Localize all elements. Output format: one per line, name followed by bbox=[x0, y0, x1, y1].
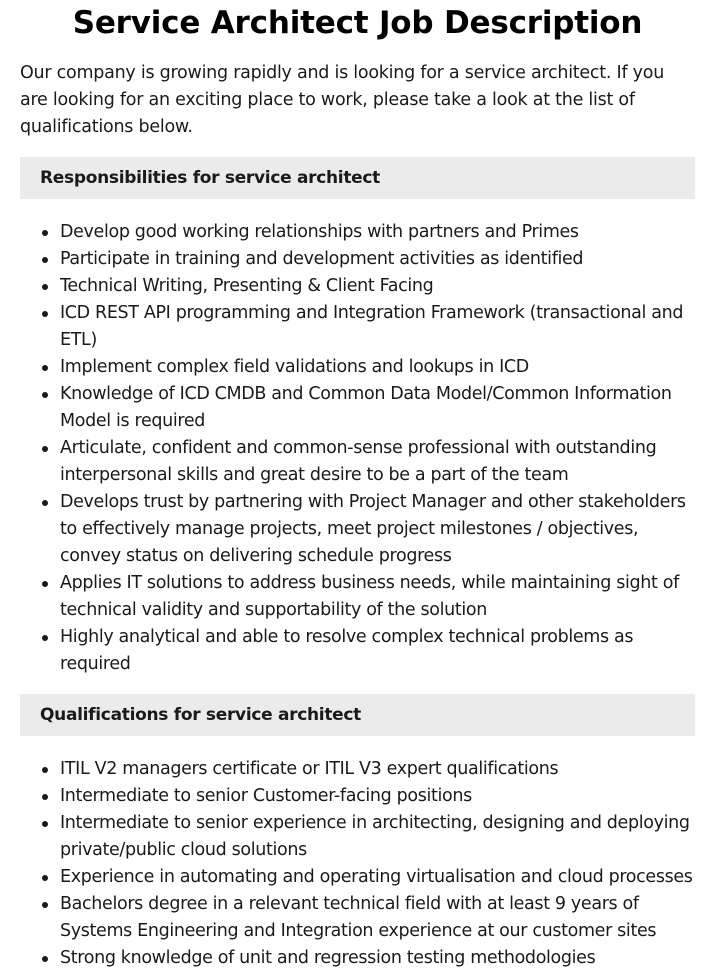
list-item: Intermediate to senior Customer-facing positions bbox=[60, 783, 695, 810]
responsibilities-header bbox=[20, 157, 695, 199]
list-item: ICD REST API programming and Integration Framework (transactional and ETL) bbox=[60, 300, 695, 354]
responsibilities-heading: Responsibilities for service architect bbox=[40, 168, 380, 188]
page-title: Service Architect Job Description bbox=[72, 5, 643, 41]
qualifications-list bbox=[20, 756, 695, 972]
qualifications-header bbox=[20, 694, 695, 736]
qualifications-heading: Qualifications for service architect bbox=[40, 705, 361, 725]
list-item: Bachelors degree in a relevant technical field with at least 9 years of Systems Engineering and Integration experience at our customer sites bbox=[60, 891, 695, 945]
list-item: Technical Writing, Presenting & Client Facing bbox=[60, 273, 695, 300]
list-item: Participate in training and development activities as identified bbox=[60, 246, 695, 273]
list-item: Highly analytical and able to resolve complex technical problems as required bbox=[60, 624, 695, 678]
list-item: Implement complex field validations and lookups in ICD bbox=[60, 354, 695, 381]
list-item: Strong knowledge of unit and regression testing methodologies bbox=[60, 945, 695, 972]
list-item: Develops trust by partnering with Project Manager and other stakeholders to effectively manage projects, meet project milestones / objectives, convey status on delivering schedule progress bbox=[60, 489, 695, 570]
list-item: Intermediate to senior experience in architecting, designing and deploying private/public cloud solutions bbox=[60, 810, 695, 864]
list-item: Experience in automating and operating virtualisation and cloud processes bbox=[60, 864, 695, 891]
responsibilities-list bbox=[20, 219, 695, 678]
list-item: Articulate, confident and common-sense professional with outstanding interpersonal skills and great desire to be a part of the team bbox=[60, 435, 695, 489]
list-item: Develop good working relationships with partners and Primes bbox=[60, 219, 695, 246]
intro-paragraph: Our company is growing rapidly and is looking for a service architect. If you are looking for an exciting place to work, please take a look at the list of qualifications below. bbox=[20, 63, 665, 137]
list-item: Knowledge of ICD CMDB and Common Data Model/Common Information Model is required bbox=[60, 381, 695, 435]
list-item: ITIL V2 managers certificate or ITIL V3 expert qualifications bbox=[60, 756, 695, 783]
list-item: Applies IT solutions to address business needs, while maintaining sight of technical validity and supportability of the solution bbox=[60, 570, 695, 624]
